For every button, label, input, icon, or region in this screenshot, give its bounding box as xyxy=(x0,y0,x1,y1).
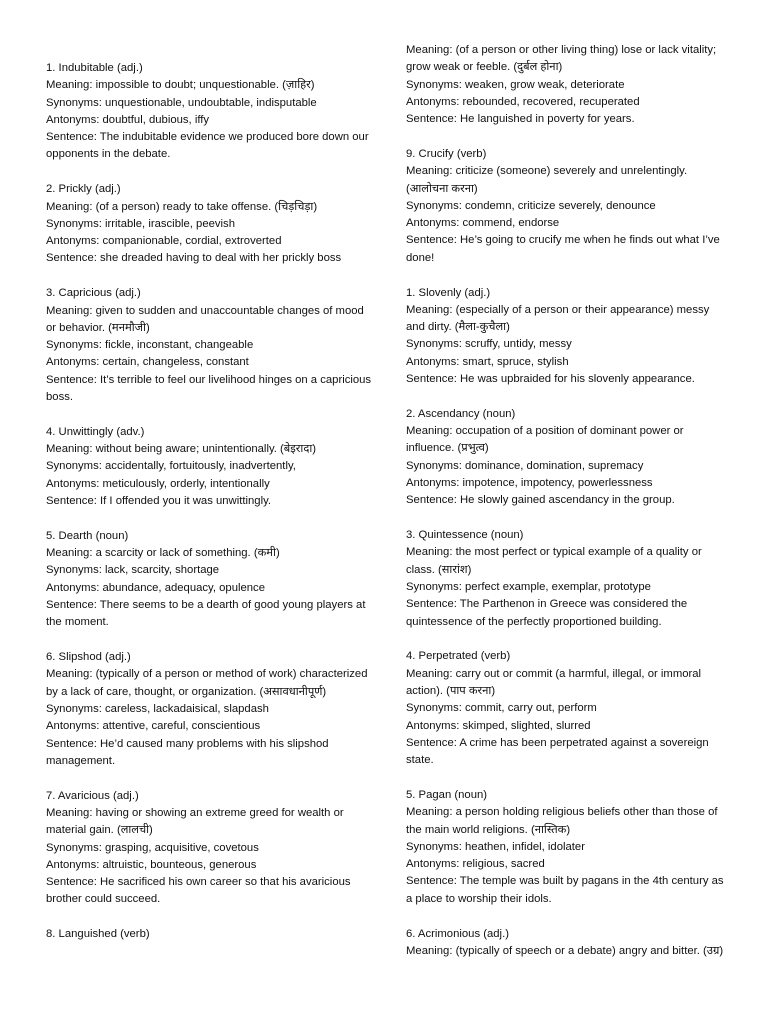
entry-heading: 6. Acrimonious (adj.) xyxy=(406,927,509,940)
entry-sentence: Sentence: The temple was built by pagans in the 4th century as a place to worship their idols. xyxy=(406,875,724,905)
entry-synonyms: Synonyms: irritable, irascible, peevish xyxy=(46,217,235,230)
entry-meaning: Meaning: the most perfect or typical example of a quality or class. (सारांश) xyxy=(406,546,702,576)
entry-sentence: Sentence: It’s terrible to feel our livelihood hinges on a capricious boss. xyxy=(46,373,372,404)
entry-synonyms: Synonyms: perfect example, exemplar, prototype xyxy=(406,581,651,594)
entry-sentence: Sentence: He was upbraided for his slovenly appearance. xyxy=(406,373,695,386)
entry-heading: 1. Indubitable (adj.) xyxy=(46,62,143,74)
entry-antonyms: Antonyms: smart, spruce, stylish xyxy=(406,355,569,368)
entry-antonyms: Antonyms: impotence, impotency, powerlessness xyxy=(406,477,653,490)
entry-synonyms: Synonyms: commit, carry out, perform xyxy=(406,702,597,715)
entry-antonyms: Antonyms: meticulously, orderly, intentionally xyxy=(46,477,270,490)
entry-heading: 4. Perpetrated (verb) xyxy=(406,650,511,663)
entry-heading: 3. Capricious (adj.) xyxy=(46,287,141,300)
entry-antonyms: Antonyms: religious, sacred xyxy=(406,858,545,871)
entry-antonyms: Antonyms: rebounded, recovered, recuperated xyxy=(406,95,640,108)
entry-meaning: Meaning: given to sudden and unaccountable changes of mood or behavior. (मनमौजी) xyxy=(46,304,364,334)
entry-meaning: Meaning: (typically of speech or a debate) angry and bitter. (उग्र) xyxy=(406,944,724,957)
entry-sentence: Sentence: He sacrificed his own career so that his avaricious brother could succeed. xyxy=(46,876,351,906)
vocab-entry xyxy=(406,285,728,389)
entry-meaning: Meaning: a scarcity or lack of something. (कमी) xyxy=(46,547,280,560)
entry-synonyms: Synonyms: unquestionable, undoubtable, indisputable xyxy=(46,96,317,109)
entry-synonyms: Synonyms: weaken, grow weak, deteriorate xyxy=(406,78,625,91)
entry-synonyms: Synonyms: careless, lackadaisical, slapdash xyxy=(46,703,269,715)
entry-synonyms: Synonyms: scruffy, untidy, messy xyxy=(406,338,572,351)
entry-antonyms: Antonyms: doubtful, dubious, iffy xyxy=(46,113,210,126)
entry-sentence: Sentence: she dreaded having to deal with her prickly boss xyxy=(46,252,342,265)
entry-meaning: Meaning: impossible to doubt; unquestionable. (ज़ाहिर) xyxy=(46,79,315,92)
vocab-entry xyxy=(46,788,376,909)
vocab-entry xyxy=(46,424,376,510)
entry-heading: 9. Crucify (verb) xyxy=(406,147,487,160)
vocab-entry xyxy=(46,528,376,632)
entry-antonyms: Antonyms: companionable, cordial, extroverted xyxy=(46,235,282,248)
entry-antonyms: Antonyms: skimped, slighted, slurred xyxy=(406,719,591,732)
entry-sentence: Sentence: He languished in poverty for years. xyxy=(406,113,635,126)
entry-sentence: Sentence: There seems to be a dearth of good young players at the moment. xyxy=(46,599,366,629)
entry-synonyms: Synonyms: condemn, criticize severely, denounce xyxy=(406,199,656,212)
entry-meaning: Meaning: (especially of a person or their appearance) messy and dirty. (मैला-कुचैला) xyxy=(406,303,710,334)
entry-meaning: Meaning: (of a person) ready to take offense. (चिड़चिड़ा) xyxy=(46,200,318,213)
entry-meaning: Meaning: without being aware; unintentionally. (बेइरादा) xyxy=(46,443,317,456)
vocab-entry xyxy=(406,648,728,769)
entry-heading: 4. Unwittingly (adv.) xyxy=(46,425,145,438)
vocab-entry xyxy=(46,60,376,164)
vocab-entry xyxy=(46,181,376,267)
entry-antonyms: Antonyms: commend, endorse xyxy=(406,217,560,230)
entry-sentence: Sentence: If I offended you it was unwittingly. xyxy=(46,495,272,508)
entry-heading: 2. Ascendancy (noun) xyxy=(406,407,516,420)
entry-sentence: Sentence: A crime has been perpetrated against a sovereign state. xyxy=(406,736,709,767)
vocab-entry xyxy=(406,926,728,961)
vocab-entry xyxy=(46,649,376,770)
entry-synonyms: Synonyms: dominance, domination, supremacy xyxy=(406,459,644,472)
entry-synonyms: Synonyms: grasping, acquisitive, covetous xyxy=(46,841,259,854)
entry-meaning: Meaning: carry out or commit (a harmful, illegal, or immoral action). (पाप करना) xyxy=(406,667,702,697)
entry-meaning: Meaning: a person holding religious beliefs other than those of the main world religions. (नास्तिक) xyxy=(406,806,718,836)
entry-sentence: Sentence: The indubitable evidence we produced bore down our opponents in the debate. xyxy=(46,131,369,161)
entry-sentence: Sentence: He’s going to crucify me when he finds out what I’ve done! xyxy=(406,234,720,264)
entry-synonyms: Synonyms: fickle, inconstant, changeable xyxy=(46,339,254,352)
entry-meaning: Meaning: occupation of a position of dominant power or influence. (प्रभुत्व) xyxy=(406,425,684,455)
entry-heading: 5. Pagan (noun) xyxy=(406,788,488,801)
vocab-entry xyxy=(406,527,728,631)
entry-meaning: Meaning: (of a person or other living thing) lose or lack vitality; grow weak or feeble. (दुर्बल होना) xyxy=(406,44,717,74)
entry-heading: 3. Quintessence (noun) xyxy=(406,529,524,542)
vocab-entry xyxy=(46,285,376,406)
vocab-entry xyxy=(406,406,728,510)
entry-meaning: Meaning: having or showing an extreme greed for wealth or material gain. (लालची) xyxy=(46,806,344,837)
vocab-entry xyxy=(406,146,728,267)
entry-heading: 5. Dearth (noun) xyxy=(46,529,129,542)
entry-heading: 1. Slovenly (adj.) xyxy=(406,286,491,299)
entry-meaning: Meaning: criticize (someone) severely and unrelentingly. (आलोचना करना) xyxy=(406,165,688,195)
vocab-entry xyxy=(406,787,728,908)
entry-synonyms: Synonyms: accidentally, fortuitously, inadvertently, xyxy=(46,460,296,473)
entry-meaning: Meaning: (typically of a person or method of work) characterized by a lack of care, thought, or organization. (असावधानीपूर्ण) xyxy=(46,668,368,698)
entry-heading: 8. Languished (verb) xyxy=(46,928,150,941)
vocab-entry xyxy=(406,42,728,128)
left-column xyxy=(46,60,376,961)
entry-synonyms: Synonyms: lack, scarcity, shortage xyxy=(46,564,220,577)
entry-heading: 6. Slipshod (adj.) xyxy=(46,651,131,664)
entry-synonyms: Synonyms: heathen, infidel, idolater xyxy=(406,840,585,853)
entry-antonyms: Antonyms: attentive, careful, conscientious xyxy=(46,720,261,733)
entry-sentence: Sentence: He slowly gained ascendancy in the group. xyxy=(406,494,675,507)
entry-antonyms: Antonyms: abundance, adequacy, opulence xyxy=(46,581,265,594)
entry-heading: 7. Avaricious (adj.) xyxy=(46,789,139,802)
entry-antonyms: Antonyms: altruistic, bounteous, generous xyxy=(46,858,257,871)
right-column xyxy=(406,42,728,978)
vocab-entry xyxy=(46,926,376,943)
entry-sentence: Sentence: The Parthenon in Greece was considered the quintessence of the perfectly proportioned building. xyxy=(406,598,688,628)
entry-heading: 2. Prickly (adj.) xyxy=(46,183,121,196)
entry-sentence: Sentence: He’d caused many problems with his slipshod management. xyxy=(46,737,329,767)
entry-antonyms: Antonyms: certain, changeless, constant xyxy=(46,356,249,369)
